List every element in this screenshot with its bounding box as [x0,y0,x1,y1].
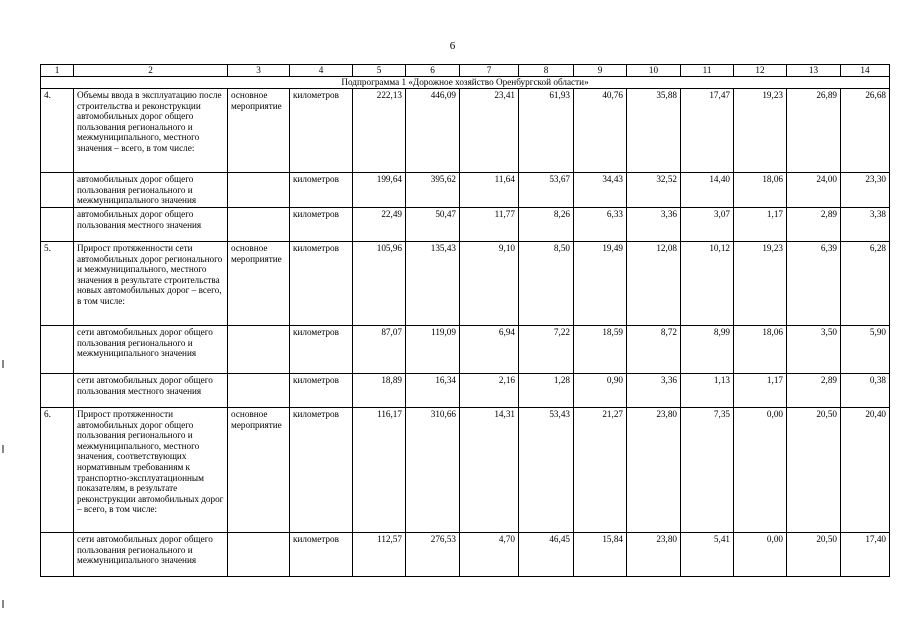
value-cell: 5,41 [681,533,734,577]
value-cell: 23,80 [627,408,681,533]
value-cell: 18,06 [734,326,787,374]
value-cell: 15,84 [574,533,627,577]
value-cell: 7,35 [681,408,734,533]
value-cell: 1,17 [734,374,787,408]
value-cell: 0,00 [734,533,787,577]
column-number: 14 [841,65,890,77]
measure-type: основное мероприятие [228,408,290,533]
table-row [41,533,890,577]
column-number: 13 [787,65,841,77]
value-cell: 24,00 [787,173,841,208]
value-cell: 16,34 [406,374,460,408]
value-cell: 1,28 [519,374,574,408]
measure-type [228,173,290,208]
table-row [41,374,890,408]
value-cell: 19,49 [574,242,627,326]
value-cell: 50,47 [406,208,460,242]
value-cell: 1,17 [734,208,787,242]
unit: километров [290,374,353,408]
value-cell: 11,77 [460,208,519,242]
indicator-name: Прирост протяженности сети автомобильных дорог регионального и межмуниципального, местного значения в результате строительства новых автомобильных дорог – всего, в том числе: [74,242,228,326]
value-cell: 53,43 [519,408,574,533]
value-cell: 0,00 [734,408,787,533]
value-cell: 395,62 [406,173,460,208]
value-cell: 21,27 [574,408,627,533]
value-cell: 18,89 [353,374,406,408]
value-cell: 310,66 [406,408,460,533]
value-cell: 2,89 [787,374,841,408]
measure-type: основное мероприятие [228,89,290,173]
table-row [41,242,890,326]
value-cell: 23,41 [460,89,519,173]
value-cell: 6,39 [787,242,841,326]
table-row [41,326,890,374]
row-index: 5. [41,242,74,326]
scan-mark [2,445,4,453]
column-numbers-row [41,65,890,77]
column-number: 4 [290,65,353,77]
value-cell: 20,50 [787,408,841,533]
value-cell: 26,68 [841,89,890,173]
table-row [41,208,890,242]
value-cell: 0,38 [841,374,890,408]
value-cell: 6,33 [574,208,627,242]
indicators-table [40,64,890,577]
column-number: 6 [406,65,460,77]
value-cell: 32,52 [627,173,681,208]
indicator-name: Прирост протяженности автомобильных дорог общего пользования регионального и межмуниципального, местного значения, соответствующих нормативным требованиям к транспортно-эксплуатационным показателям, в результате реконструкции автомобильных дорог – всего, в том числе: [74,408,228,533]
value-cell: 11,64 [460,173,519,208]
value-cell: 46,45 [519,533,574,577]
value-cell: 35,88 [627,89,681,173]
subprogram-title: Подпрограмма 1 «Дорожное хозяйство Оренбургской области» [41,77,890,89]
row-index [41,173,74,208]
value-cell: 10,12 [681,242,734,326]
indicator-name: сети автомобильных дорог общего пользования регионального и межмуниципального значения [74,533,228,577]
column-number: 10 [627,65,681,77]
value-cell: 3,38 [841,208,890,242]
value-cell: 0,90 [574,374,627,408]
unit: километров [290,408,353,533]
value-cell: 17,40 [841,533,890,577]
value-cell: 8,72 [627,326,681,374]
value-cell: 222,13 [353,89,406,173]
value-cell: 14,40 [681,173,734,208]
value-cell: 18,59 [574,326,627,374]
unit: километров [290,242,353,326]
value-cell: 23,80 [627,533,681,577]
value-cell: 1,13 [681,374,734,408]
table-row [41,173,890,208]
column-number: 1 [41,65,74,77]
unit: километров [290,89,353,173]
value-cell: 17,47 [681,89,734,173]
subprogram-row [41,77,890,89]
column-number: 3 [228,65,290,77]
value-cell: 6,94 [460,326,519,374]
table-row [41,408,890,533]
value-cell: 3,36 [627,374,681,408]
page-number: 6 [449,40,456,52]
value-cell: 446,09 [406,89,460,173]
value-cell: 19,23 [734,242,787,326]
table-row [41,89,890,173]
row-index [41,208,74,242]
column-number: 2 [74,65,228,77]
value-cell: 26,89 [787,89,841,173]
value-cell: 135,43 [406,242,460,326]
measure-type [228,208,290,242]
value-cell: 22,49 [353,208,406,242]
value-cell: 9,10 [460,242,519,326]
measure-type [228,533,290,577]
column-number: 5 [353,65,406,77]
value-cell: 105,96 [353,242,406,326]
measure-type [228,326,290,374]
value-cell: 4,70 [460,533,519,577]
column-number: 9 [574,65,627,77]
value-cell: 6,28 [841,242,890,326]
column-number: 11 [681,65,734,77]
value-cell: 119,09 [406,326,460,374]
scan-mark [2,360,4,368]
value-cell: 5,90 [841,326,890,374]
value-cell: 12,08 [627,242,681,326]
value-cell: 61,93 [519,89,574,173]
measure-type [228,374,290,408]
indicator-name: автомобильных дорог общего пользования регионального и межмуниципального значения [74,173,228,208]
value-cell: 19,23 [734,89,787,173]
indicator-name: сети автомобильных дорог общего пользования регионального и межмуниципального значения [74,326,228,374]
value-cell: 40,76 [574,89,627,173]
value-cell: 3,50 [787,326,841,374]
value-cell: 3,36 [627,208,681,242]
value-cell: 7,22 [519,326,574,374]
scan-mark [2,600,4,608]
value-cell: 3,07 [681,208,734,242]
value-cell: 2,89 [787,208,841,242]
value-cell: 53,67 [519,173,574,208]
indicator-name: автомобильных дорог общего пользования местного значения [74,208,228,242]
value-cell: 199,64 [353,173,406,208]
value-cell: 8,50 [519,242,574,326]
unit: километров [290,533,353,577]
value-cell: 34,43 [574,173,627,208]
column-number: 8 [519,65,574,77]
value-cell: 8,99 [681,326,734,374]
row-index: 4. [41,89,74,173]
column-number: 7 [460,65,519,77]
value-cell: 20,40 [841,408,890,533]
unit: километров [290,326,353,374]
row-index [41,326,74,374]
value-cell: 112,57 [353,533,406,577]
value-cell: 276,53 [406,533,460,577]
value-cell: 20,50 [787,533,841,577]
unit: километров [290,208,353,242]
value-cell: 14,31 [460,408,519,533]
row-index [41,533,74,577]
value-cell: 8,26 [519,208,574,242]
unit: километров [290,173,353,208]
row-index [41,374,74,408]
column-number: 12 [734,65,787,77]
value-cell: 23,30 [841,173,890,208]
indicator-name: Объемы ввода в эксплуатацию после строительства и реконструкции автомобильных дорог общего пользования регионального и межмуниципального, местного значения – всего, в том числе: [74,89,228,173]
value-cell: 2,16 [460,374,519,408]
indicator-name: сети автомобильных дорог общего пользования местного значения [74,374,228,408]
row-index: 6. [41,408,74,533]
value-cell: 87,07 [353,326,406,374]
measure-type: основное мероприятие [228,242,290,326]
value-cell: 18,06 [734,173,787,208]
value-cell: 116,17 [353,408,406,533]
